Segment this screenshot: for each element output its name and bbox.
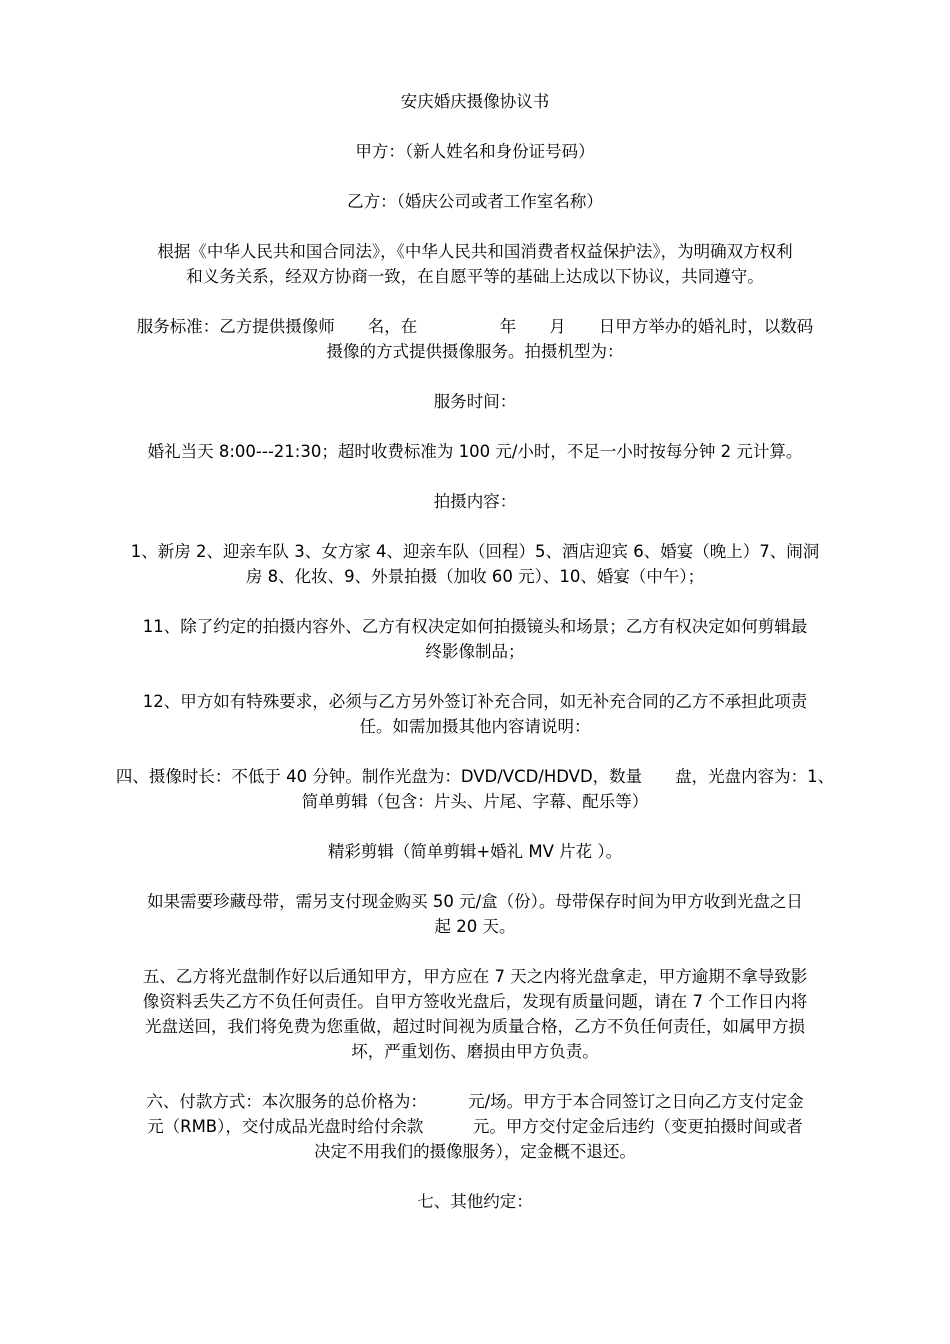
payment-clause-line: 决定不用我们的摄像服务），定金概不退还。 <box>314 1142 636 1161</box>
clause-11-line: 终影像制品； <box>425 642 525 661</box>
service-time-text: 婚礼当天 8:00---21:30；超时收费标准为 100 元/小时，不足一小时按每分钟 2 元计算。 <box>147 442 803 461</box>
document-title: 安庆婚庆摄像协议书 <box>400 92 550 111</box>
payment-clause-line: 六、付款方式：本次服务的总价格为： 元/场。甲方于本合同签订之日向乙方支付定金 <box>146 1092 804 1111</box>
shooting-content-line: 1、新房 2、迎亲车队 3、女方家 4、迎亲车队（回程）5、酒店迎宾 6、婚宴（晚上）7、闹洞 <box>130 542 820 561</box>
service-standard-line: 摄像的方式提供摄像服务。拍摄机型为： <box>326 342 624 361</box>
shooting-content-heading: 拍摄内容： <box>433 492 517 511</box>
clause-5-line: 光盘送回，我们将免费为您重做，超过时间视为质量合格，乙方不负任何责任，如属甲方损 <box>145 1017 805 1036</box>
highlight-edit-line: 精彩剪辑（简单剪辑+婚礼 MV 片花 ）。 <box>327 842 623 861</box>
clause-12-line: 任。如需加摄其他内容请说明： <box>359 717 591 736</box>
clause-5-line: 像资料丢失乙方不负任何责任。自甲方签收光盘后，发现有质量问题，请在 7 个工作日内将 <box>142 992 808 1011</box>
service-standard-line: 服务标准：乙方提供摄像师 名，在 年 月 日甲方举办的婚礼时，以数码 <box>136 317 814 336</box>
duration-clause-line: 四、摄像时长：不低于 40 分钟。制作光盘为：DVD/VCD/HDVD，数量 盘，光盘内容为：1、 <box>115 767 835 786</box>
service-time-heading: 服务时间： <box>433 392 517 411</box>
payment-clause-line: 元（RMB），交付成品光盘时给付余款 元。甲方交付定金后违约（变更拍摄时间或者 <box>147 1117 803 1136</box>
clause-12-line: 12、甲方如有特殊要求，必须与乙方另外签订补充合同，如无补充合同的乙方不承担此项责 <box>142 692 808 711</box>
clause-11-line: 11、除了约定的拍摄内容外、乙方有权决定如何拍摄镜头和场景；乙方有权决定如何剪辑最 <box>142 617 808 636</box>
intro-line: 根据《中华人民共和国合同法》，《中华人民共和国消费者权益保护法》，为明确双方权利 <box>157 242 793 261</box>
master-tape-line: 如果需要珍藏母带，需另支付现金购买 50 元/盒（份）。母带保存时间为甲方收到光盘之日 <box>147 892 803 911</box>
clause-5-line: 坏，严重划伤、磨损由甲方负责。 <box>351 1042 599 1061</box>
clause-5-line: 五、乙方将光盘制作好以后通知甲方，甲方应在 7 天之内将光盘拿走，甲方逾期不拿导致影 <box>142 967 808 986</box>
other-agreements-heading: 七、其他约定： <box>417 1192 533 1211</box>
intro-line: 和义务关系，经双方协商一致，在自愿平等的基础上达成以下协议，共同遵守。 <box>186 267 764 286</box>
party-a-line: 甲方：（新人姓名和身份证号码） <box>355 142 595 161</box>
party-b-line: 乙方：（婚庆公司或者工作室名称） <box>347 192 603 211</box>
shooting-content-line: 房 8、化妆、9、外景拍摄（加收 60 元）、10、婚宴（中午）； <box>245 567 705 586</box>
duration-clause-line: 简单剪辑（包含：片头、片尾、字幕、配乐等） <box>301 792 649 811</box>
master-tape-line: 起 20 天。 <box>434 917 516 936</box>
